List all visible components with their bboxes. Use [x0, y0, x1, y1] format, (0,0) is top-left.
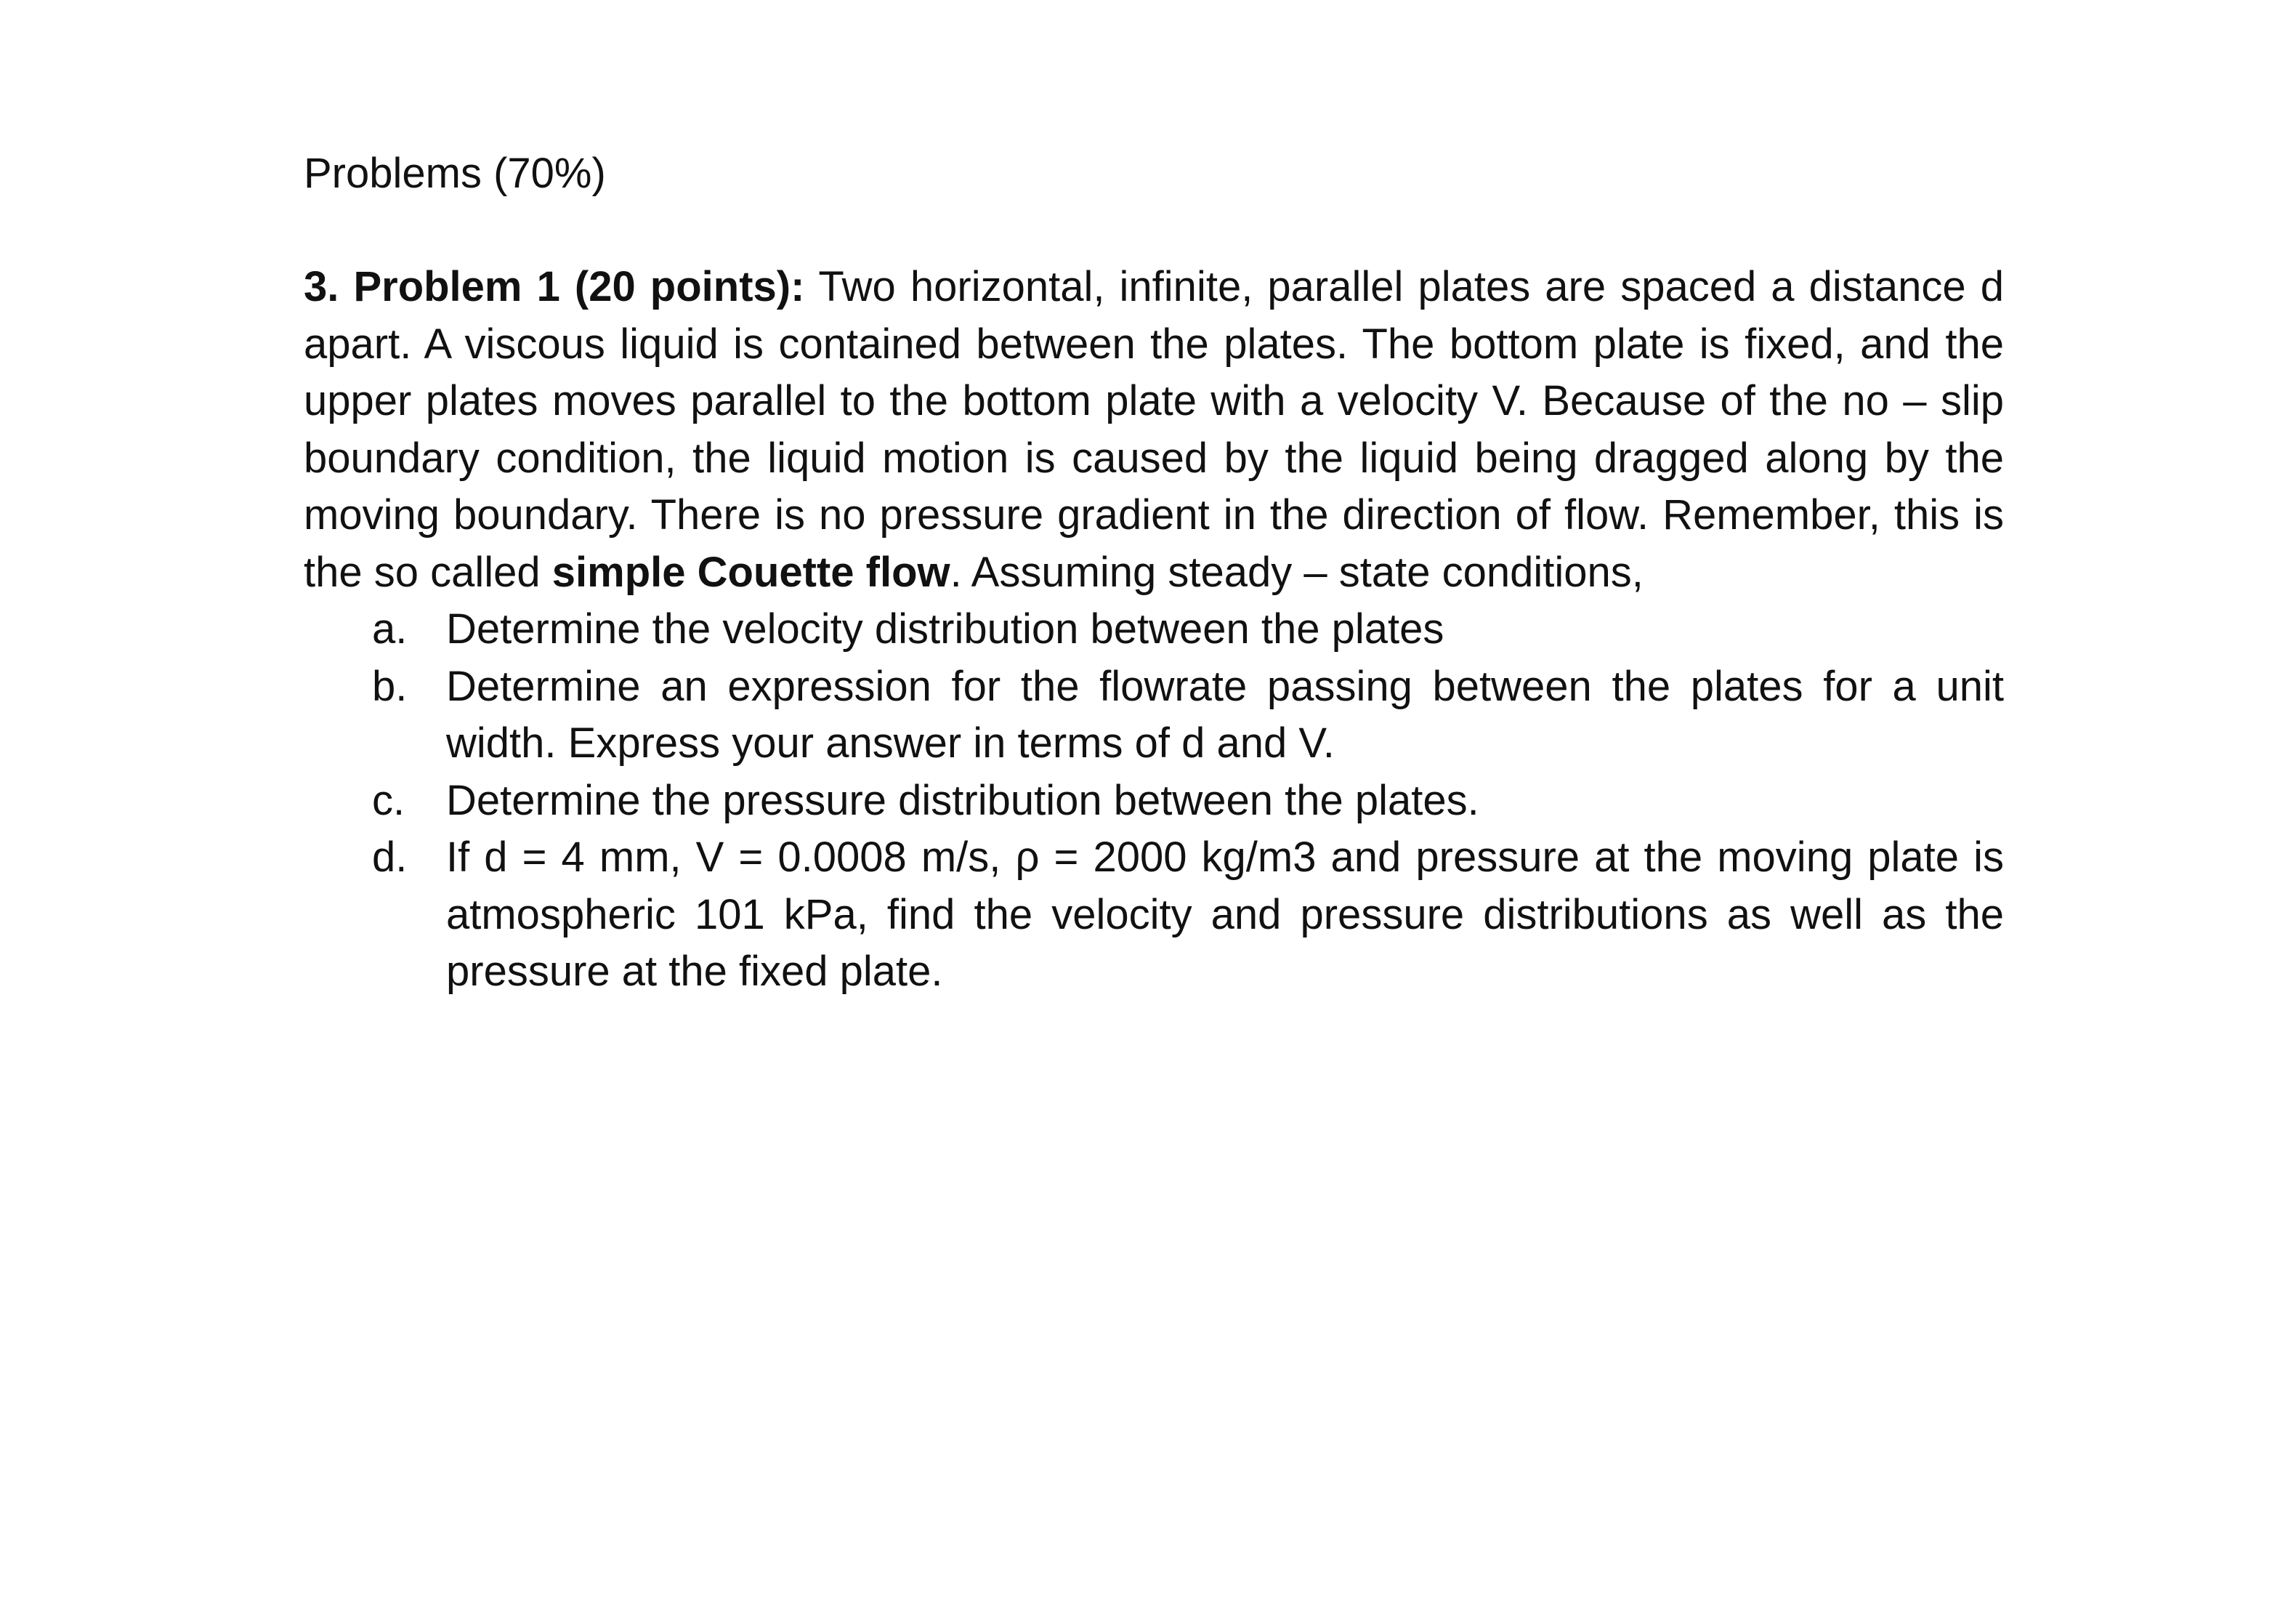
problem-emphasis: simple Couette flow	[551, 548, 950, 596]
problem-block	[304, 259, 2004, 1001]
problem-item-c	[304, 773, 2004, 830]
section-heading: Problems (70%)	[304, 150, 606, 197]
item-text: Determine the velocity distribution between the plates	[446, 605, 1444, 653]
problem-item-a	[304, 601, 2004, 658]
item-marker: d.	[372, 834, 408, 881]
problem-item-list	[304, 601, 2004, 1001]
problem-item-b	[304, 658, 2004, 773]
item-marker: b.	[372, 662, 408, 710]
problem-body-intro: Two horizontal, infinite, parallel plates are spaced a distance d apart. A viscous liquid is contained between the plates. The bottom plate is fixed, and the upper plates moves parallel to the bottom plate with a velocity V. Because of the no – slip boundary condition, the liquid motion is caused by the liquid being dragged along by the moving boundary. There is no pressure gradient in the direction of flow. Remember, this is the so called	[304, 263, 2004, 596]
item-marker: a.	[372, 605, 408, 653]
problem-statement	[304, 259, 2004, 601]
item-text: Determine an expression for the flowrate passing between the plates for a unit width. Express your answer in terms of d and V.	[446, 662, 2004, 767]
problem-item-d	[304, 829, 2004, 1001]
problem-title: 3. Problem 1 (20 points):	[304, 263, 805, 310]
item-text: If d = 4 mm, V = 0.0008 m/s, ρ = 2000 kg/m3 and pressure at the moving plate is atmospheric 101 kPa, find the velocity and pressure distributions as well as the pressure at the fixed plate.	[446, 834, 2004, 995]
item-marker: c.	[372, 776, 405, 824]
item-text: Determine the pressure distribution between the plates.	[446, 776, 1479, 824]
problem-body-outro: . Assuming steady – state conditions,	[950, 548, 1644, 596]
